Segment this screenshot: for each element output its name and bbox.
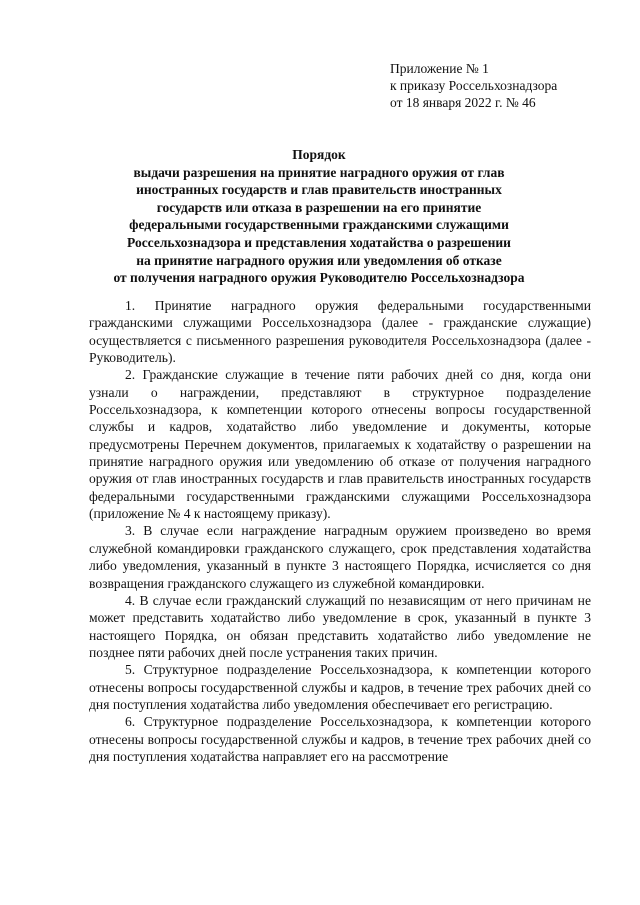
title-line: иностранных государств и глав правительств иностранных bbox=[136, 182, 502, 198]
title-line: федеральными государственными гражданскими служащими bbox=[129, 217, 509, 233]
paragraph-4: 4. В случае если гражданский служащий по независящим от него причинам не может представить ходатайство либо уведомление в срок, указанный в пункте 3 настоящего Порядка, он обязан представить ходатайство либо уведомление не позднее пяти рабочих дней после устранения таких причин. bbox=[89, 592, 591, 660]
paragraph-1: 1. Принятие наградного оружия федеральными государственными гражданскими служащими Россельхознадзора (далее - гражданские служащие) осуществляется с письменного разрешения руководителя Россельхознадзора (далее - Руководитель). bbox=[89, 298, 591, 366]
title-line: Порядок bbox=[292, 147, 346, 162]
paragraph-5: 5. Структурное подразделение Россельхознадзора, к компетенции которого отнесены вопросы государственной службы и кадров, в течение трех рабочих дней со дня поступления ходатайства либо уведомления обеспечивает его регистрацию. bbox=[89, 662, 591, 712]
paragraph-3: 3. В случае если награждение наградным оружием произведено во время служебной командировки гражданского служащего, срок представления ходатайства либо уведомления, указанный в пункте 3 настоящего Порядка, исчисляется со дня возвращения гражданского служащего из служебной командировки. bbox=[89, 523, 591, 591]
title-line: на принятие наградного оружия или уведомления об отказе bbox=[136, 252, 502, 268]
title-line: от получения наградного оружия Руководителю Россельхознадзора bbox=[113, 270, 525, 286]
title-line: Россельхознадзора и представления ходатайства о разрешении bbox=[127, 234, 511, 250]
appendix-line-1: Приложение № 1 bbox=[390, 61, 489, 76]
title-line: государств или отказа в разрешении на его принятие bbox=[156, 199, 482, 215]
appendix-reference bbox=[390, 60, 557, 111]
document-body bbox=[89, 297, 591, 765]
paragraph-6: 6. Структурное подразделение Россельхознадзора, к компетенции которого отнесены вопросы государственной службы и кадров, в течение трех рабочих дней со дня поступления ходатайства направляет его на рассмотрение bbox=[89, 714, 591, 764]
paragraph-2: 2. Гражданские служащие в течение пяти рабочих дней со дня, когда они узнали о награждении, представляют в структурное подразделение Россельхознадзора, к компетенции которого отнесены вопросы государственной службы и кадров, ходатайство либо уведомление и документы, которые предусмотрены Перечнем документов, прилагаемых к ходатайству о разрешении на принятие наградного оружия или уведомлению об отказе от получения наградного оружия от глав иностранных государств и глав правительств иностранных государств федеральными государственными гражданскими служащими Россельхознадзора (приложение № 4 к настоящему приказу). bbox=[89, 367, 591, 522]
appendix-line-2: к приказу Россельхознадзора bbox=[390, 78, 558, 93]
title-line: выдачи разрешения на принятие наградного оружия от глав bbox=[133, 164, 505, 180]
appendix-line-3: от 18 января 2022 г. № 46 bbox=[390, 95, 536, 110]
document-title bbox=[60, 146, 578, 287]
